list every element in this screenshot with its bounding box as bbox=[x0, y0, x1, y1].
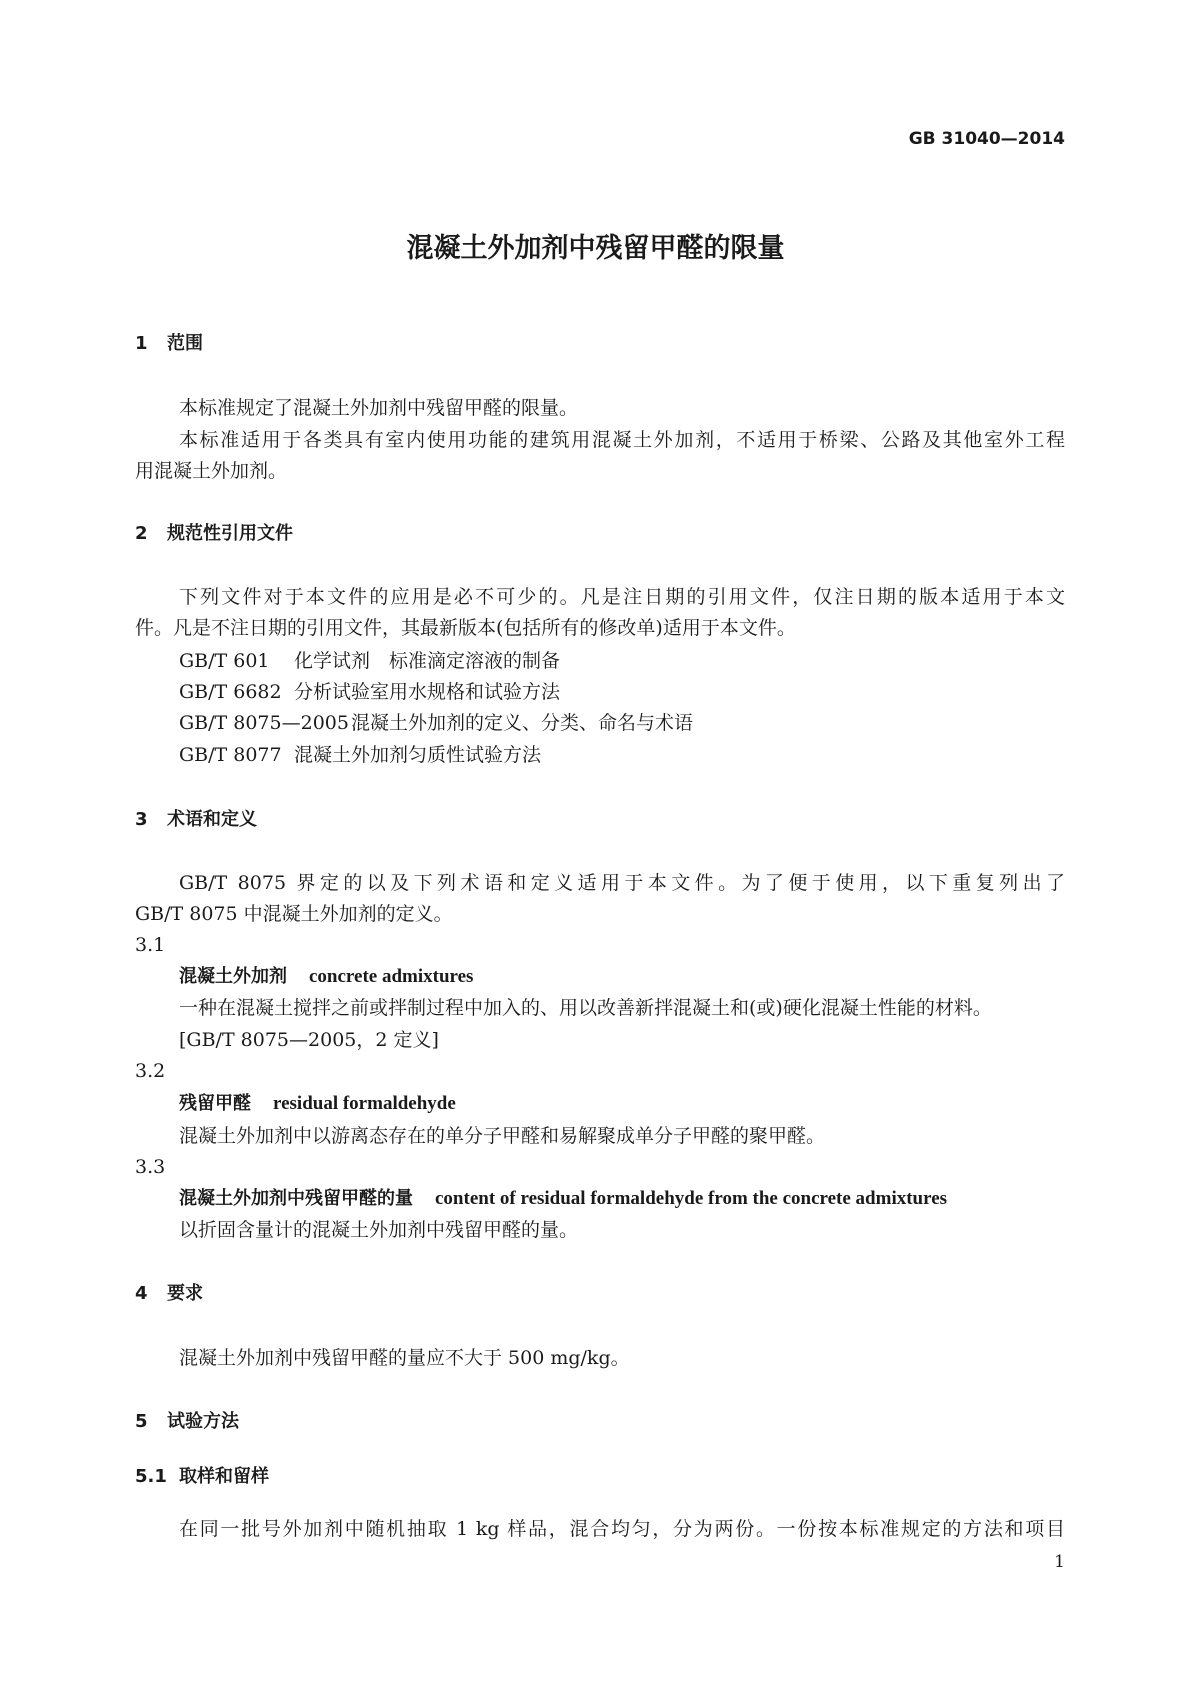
section-number: 4 bbox=[135, 1283, 148, 1304]
section-1-heading bbox=[135, 332, 203, 356]
section-title: 术语和定义 bbox=[167, 809, 257, 830]
paragraph-line: 用混凝土外加剂。 bbox=[135, 460, 288, 482]
reference-item bbox=[179, 649, 560, 673]
reference-code: GB/T 601 bbox=[179, 650, 270, 672]
section-title: 规范性引用文件 bbox=[167, 523, 293, 544]
reference-code: GB/T 6682 bbox=[179, 681, 282, 703]
section-5-heading bbox=[135, 1410, 239, 1434]
term-zh: 残留甲醛 bbox=[179, 1093, 251, 1114]
section-number: 5 bbox=[135, 1411, 148, 1432]
term-number: 3.1 bbox=[135, 934, 166, 956]
paragraph-line: 本标准规定了混凝土外加剂中残留甲醛的限量。 bbox=[179, 397, 579, 419]
term-note: [GB/T 8075—2005，2 定义] bbox=[179, 1029, 439, 1051]
page-number: 1 bbox=[1054, 1552, 1065, 1572]
term-en: residual formaldehyde bbox=[273, 1093, 456, 1114]
reference-title: 分析试验室用水规格和试验方法 bbox=[294, 681, 561, 703]
paragraph-line: 在同一批号外加剂中随机抽取 1 kg 样品，混合均匀，分为两份。一份按本标准规定的方法和项目 bbox=[179, 1518, 1065, 1540]
term-heading bbox=[179, 1187, 947, 1211]
term-heading bbox=[179, 965, 473, 989]
section-2-heading bbox=[135, 522, 293, 546]
section-number: 1 bbox=[135, 333, 148, 354]
paragraph-line: GB/T 8075 中混凝土外加剂的定义。 bbox=[135, 903, 453, 925]
paragraph-line: GB/T 8075 界定的以及下列术语和定义适用于本文件。为了便于使用，以下重复列出了 bbox=[179, 872, 1065, 894]
paragraph-line: 混凝土外加剂中残留甲醛的量应不大于 500 mg/kg。 bbox=[179, 1347, 630, 1369]
section-4-heading bbox=[135, 1282, 203, 1306]
section-title: 取样和留样 bbox=[179, 1466, 269, 1487]
term-number: 3.2 bbox=[135, 1060, 166, 1082]
section-title: 范围 bbox=[167, 333, 203, 354]
reference-code: GB/T 8075—2005 bbox=[179, 712, 349, 734]
term-definition: 混凝土外加剂中以游离态存在的单分子甲醛和易解聚成单分子甲醛的聚甲醛。 bbox=[179, 1125, 826, 1147]
page-title: 混凝土外加剂中残留甲醛的限量 bbox=[406, 233, 785, 264]
term-definition: 一种在混凝土搅拌之前或拌制过程中加入的、用以改善新拌混凝土和(或)硬化混凝土性能的材料。 bbox=[179, 997, 992, 1019]
section-number: 3 bbox=[135, 809, 148, 830]
term-number: 3.3 bbox=[135, 1156, 166, 1178]
term-en: concrete admixtures bbox=[309, 966, 474, 987]
term-definition: 以折固含量计的混凝土外加剂中残留甲醛的量。 bbox=[179, 1219, 579, 1241]
reference-title: 混凝土外加剂匀质性试验方法 bbox=[294, 744, 542, 766]
document-number: GB 31040—2014 bbox=[908, 129, 1065, 149]
section-title: 试验方法 bbox=[167, 1411, 239, 1432]
reference-code: GB/T 8077 bbox=[179, 744, 282, 766]
section-number: 5.1 bbox=[135, 1466, 167, 1487]
section-title: 要求 bbox=[167, 1283, 203, 1304]
reference-item bbox=[179, 743, 541, 767]
reference-item bbox=[179, 680, 560, 704]
reference-title: 混凝土外加剂的定义、分类、命名与术语 bbox=[351, 712, 694, 734]
section-3-heading bbox=[135, 808, 257, 832]
paragraph-line: 本标准适用于各类具有室内使用功能的建筑用混凝土外加剂，不适用于桥梁、公路及其他室外工程 bbox=[179, 429, 1065, 451]
reference-item bbox=[179, 711, 693, 735]
paragraph-line: 件。凡是不注日期的引用文件，其最新版本(包括所有的修改单)适用于本文件。 bbox=[135, 617, 796, 639]
term-zh: 混凝土外加剂中残留甲醛的量 bbox=[179, 1188, 413, 1209]
paragraph-line: 下列文件对于本文件的应用是必不可少的。凡是注日期的引用文件，仅注日期的版本适用于本文 bbox=[179, 586, 1065, 608]
term-en: content of residual formaldehyde from the concrete admixtures bbox=[435, 1188, 948, 1209]
term-zh: 混凝土外加剂 bbox=[179, 966, 287, 987]
term-heading bbox=[179, 1092, 456, 1116]
subsection-5-1-heading bbox=[135, 1465, 269, 1489]
section-number: 2 bbox=[135, 523, 148, 544]
reference-title: 化学试剂 标准滴定溶液的制备 bbox=[294, 650, 561, 672]
